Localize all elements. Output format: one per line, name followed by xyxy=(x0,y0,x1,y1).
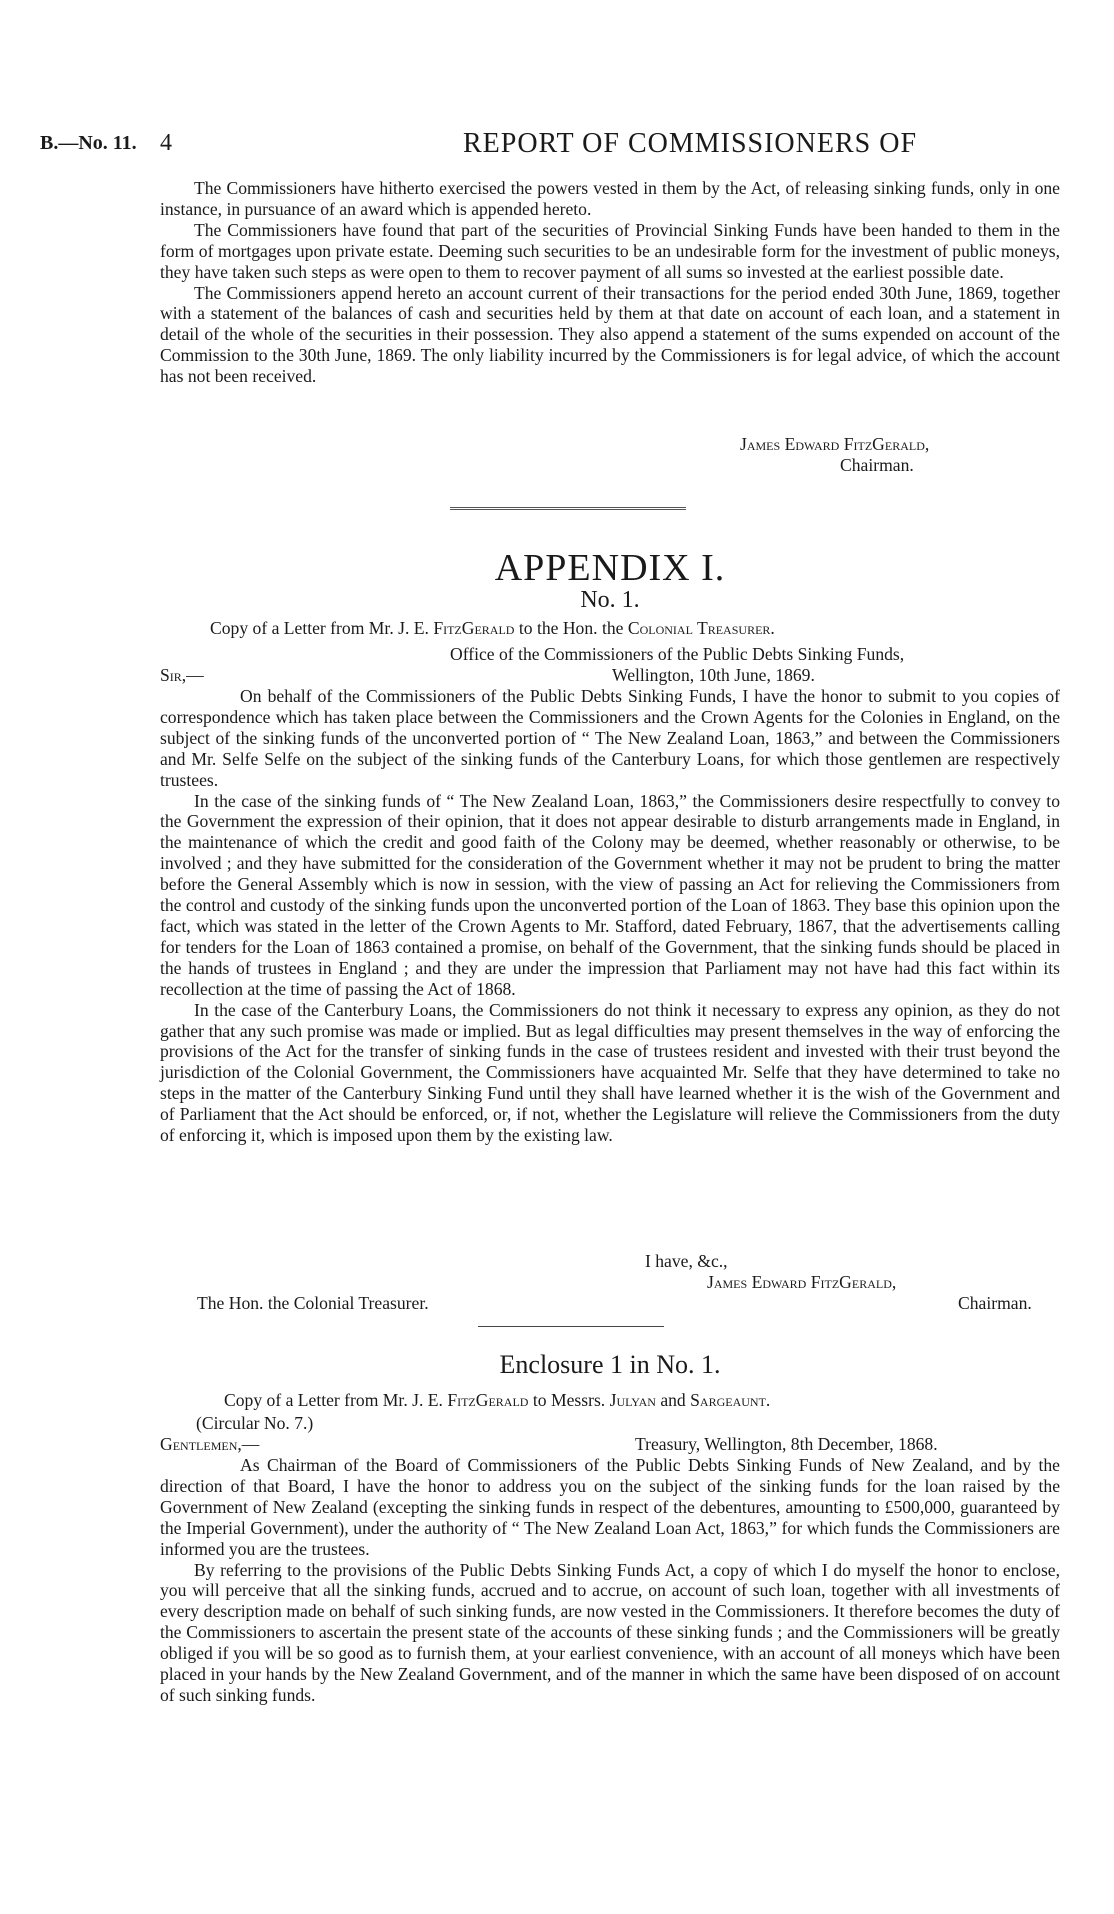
enclosure-caption xyxy=(224,1390,770,1411)
caption-recipient: Julyan xyxy=(609,1390,656,1410)
letter-addressee: The Hon. the Colonial Treasurer. xyxy=(197,1293,429,1313)
letter-paragraph: On behalf of the Commissioners of the Public Debts Sinking Funds, I have the honor to submit to you copies of correspondence which has taken place between the Commissioners and the Crown Agents for the Colonies in England, on the subject of the sinking funds of the unconverted portion of “ The New Zealand Loan, 1863,” and between the Commissioners and Mr. Selfe Selfe on the subject of the sinking funds of the Canterbury Loans, for which those gentlemen are respectively trustees. xyxy=(160,686,1060,790)
caption-text: Copy of a Letter from Mr. J. E. xyxy=(224,1390,448,1410)
letter-paragraph: In the case of the Canterbury Loans, the Commissioners do not think it necessary to express any opinion, as they do not gather that any such promise was made or implied. But as legal difficulties may present themselves in the way of enforcing the provisions of the Act for the transfer of sinking funds in the case of trustees resident and invested with their trust beyond the jurisdiction of the Colonial Government, the Commissioners have acquainted Mr. Selfe that they have determined to take no steps in the matter of the Canterbury Sinking Fund until they shall have learned whether it is the wish of the Government and of Parliament that the Act should be enforced, or, if not, whether the Legislature will relieve the Commissioners from the duty of enforcing it, which is imposed upon them by the existing law. xyxy=(160,999,1060,1146)
report-paragraph: The Commissioners have hitherto exercised the powers vested in them by the Act, of releasing sinking funds, only in one instance, in pursuance of an award which is appended hereto. xyxy=(160,178,1060,219)
report-paragraph: The Commissioners append hereto an account current of their transactions for the period ended 30th June, 1869, together with a statement of the balances of cash and securities held by them at that date on account of each loan, and a statement in detail of the whole of the securities in their possession. They also append a statement of the sums expended on account of the Commission to the 30th June, 1869. The only liability incurred by the Commissioners is for legal advice, of which the account has not been received. xyxy=(160,282,1060,387)
letter-signature-name: James Edward FitzGerald, xyxy=(707,1272,897,1292)
appendix-caption xyxy=(210,618,775,639)
enclosure-letter-body xyxy=(160,1455,1060,1706)
appendix-number: No. 1. xyxy=(580,587,640,613)
caption-sender: FitzGerald xyxy=(447,1390,529,1410)
page-number: 4 xyxy=(160,130,172,156)
enclosure-title: Enclosure 1 in No. 1. xyxy=(499,1350,721,1379)
caption-text: to the Hon. the xyxy=(514,618,628,638)
caption-text: to Messrs. xyxy=(528,1390,610,1410)
letter-signature-title: Chairman. xyxy=(958,1293,1032,1313)
caption-text: Copy of a Letter from Mr. J. E. xyxy=(210,618,434,638)
report-signature-name: James Edward FitzGerald, xyxy=(740,434,930,454)
caption-recipient: Colonial Treasurer. xyxy=(627,618,775,638)
report-signature-title: Chairman. xyxy=(840,455,914,475)
running-title: REPORT OF COMMISSIONERS OF xyxy=(462,128,918,159)
circular-number: (Circular No. 7.) xyxy=(196,1413,314,1433)
letter-paragraph: By referring to the provisions of the Public Debts Sinking Funds Act, a copy of which I do myself the honor to enclose, you will perceive that all the sinking funds, accrued and to accrue, on account of such loan, together with all investments of every description made on behalf of such sinking funds, are now vested in the Commissioners. It therefore becomes the duty of the Commissioners to ascertain the present state of the accounts of these sinking funds ; and the Commissioners will be greatly obliged if you will be so good as to furnish them, at your earliest convenience, with an account of all moneys which have been placed in your hands by the New Zealand Government, and of the manner in which the same have been disposed of on account of such sinking funds. xyxy=(160,1559,1060,1705)
paper-reference: B.—No. 11. xyxy=(40,132,137,154)
appendix-title: APPENDIX I. xyxy=(494,547,726,589)
report-body xyxy=(160,178,1060,387)
letter-office-line: Office of the Commissioners of the Public Debts Sinking Funds, xyxy=(450,644,905,664)
letter-paragraph: As Chairman of the Board of Commissioners of the Public Debts Sinking Funds of New Zealand, and by the direction of that Board, I have the honor to address you on the subject of the sinking funds for the loan raised by the Government of New Zealand (excepting the sinking funds in respect of the debentures, amounting to £500,000, guaranteed by the Imperial Government), under the authority of “ The New Zealand Loan Act, 1863,” for which funds the Commissioners are informed you are the trustees. xyxy=(160,1455,1060,1559)
letter-closing: I have, &c., xyxy=(645,1251,728,1271)
caption-text: and xyxy=(655,1390,691,1410)
report-paragraph: The Commissioners have found that part of the securities of Provincial Sinking Funds have been handed to them in the form of mortgages upon private estate. Deeming such securities to be an undesirable form for the investment of public moneys, they have taken such steps as were open to them to recover payment of all sums so invested at the earliest possible date. xyxy=(160,219,1060,282)
section-divider xyxy=(478,1326,664,1327)
caption-sender: FitzGerald xyxy=(433,618,515,638)
enclosure-place-date: Treasury, Wellington, 8th December, 1868. xyxy=(635,1434,938,1454)
appendix-letter-body xyxy=(160,686,1060,1146)
letter-paragraph: In the case of the sinking funds of “ The New Zealand Loan, 1863,” the Commissioners desire respectfully to convey to the Government the expression of their opinion, that it does not appear desirable to disturb arrangements made in England, in the maintenance of which the credit and good faith of the Colony may be deemed, whether reasonably or otherwise, to be involved ; and they have submitted for the consideration of the Government whether it may not be prudent to bring the matter before the General Assembly which is now in session, with the view of passing an Act for relieving the Commissioners from the control and custody of the sinking funds upon the unconverted portion of the Loan of 1863. They base this opinion upon the fact, which was stated in the letter of the Crown Agents to Mr. Stafford, dated February, 1867, that the advertisements calling for tenders for the Loan of 1863 contained a promise, on behalf of the Government, that the sinking funds should be placed in the hands of trustees in England ; and they are under the impression that Parliament may not have had this fact within its recollection at the time of passing the Act of 1868. xyxy=(160,790,1060,999)
letter-salutation: Sir,— xyxy=(160,665,204,685)
running-header xyxy=(40,128,1060,162)
caption-recipient: Sargeaunt. xyxy=(690,1390,771,1410)
enclosure-salutation: Gentlemen,— xyxy=(160,1434,260,1454)
letter-place-date: Wellington, 10th June, 1869. xyxy=(612,665,815,685)
section-divider xyxy=(450,507,686,510)
